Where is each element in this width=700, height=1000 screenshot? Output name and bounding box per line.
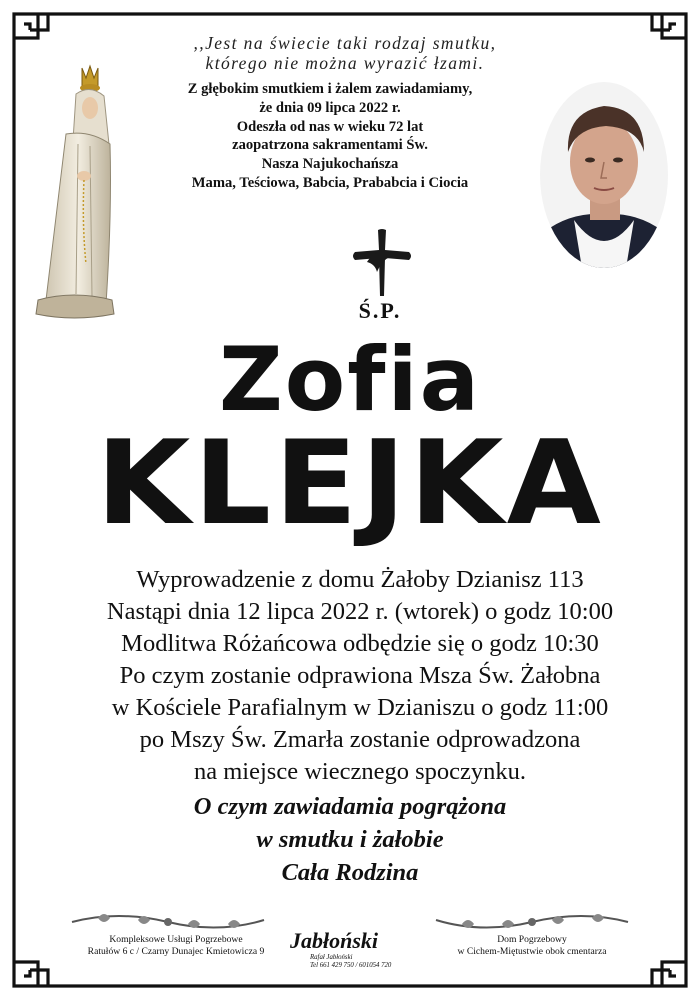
sp-label: Ś.P. [358,298,402,323]
announcement-line: Nasza Najukochańsza [261,156,399,173]
closing-line: w smutku i żałobie [256,826,444,853]
logo-name: Jabłoński [290,928,379,953]
logo-owner: Rafał Jabłoński [310,954,353,961]
madonna-statue-image [26,64,122,320]
footer-left-line-2: Ratułów 6 c / Czarny Dunajec Kmietowicza 9 [87,946,265,957]
deceased-last-name: KLEJKA [95,416,605,551]
announcement-line: Z głębokim smutkiem i żalem zawiadamiamy, [187,81,473,97]
ceremony-details [60,564,660,788]
ceremony-line: Po czym zostanie odprawiona Msza Św. Żałobna [119,662,601,689]
quote-line-2: którego nie można wyrazić łzami. [205,53,485,73]
jablonski-logo [290,928,420,970]
ceremony-line: na miejsce wiecznego spoczynku. [194,758,526,785]
floral-ornament-icon [432,908,632,934]
deceased-portrait-photo [540,82,668,268]
announcement-text [130,80,530,193]
funeral-home-right [432,934,632,958]
cross-icon [347,228,417,298]
announcement-line: że dnia 09 lipca 2022 r. [259,99,401,116]
ceremony-line: po Mszy Św. Zmarła zostanie odprowadzona [139,726,581,753]
footer-right-line-1: Dom Pogrzebowy [497,934,567,945]
logo-phone: Tel 661 429 750 / 601054 720 [310,962,392,969]
footer-left-line-1: Kompleksowe Usługi Pogrzebowe [109,934,243,945]
closing-text [100,790,600,889]
announcement-line: Mama, Teściowa, Babcia, Prababcia i Ciocia [191,174,469,191]
ceremony-line: Modlitwa Różańcowa odbędzie się o godz 10:30 [121,630,599,657]
announcement-line: zaopatrzona sakramentami Św. [232,137,428,154]
ceremony-line: w Kościele Parafialnym w Dzianiszu o godz 11:00 [111,694,609,721]
funeral-services-left [76,934,276,958]
quote-line-1: ,,Jest na świecie taki rodzaj smutku, [193,33,497,53]
ceremony-line: Nastąpi dnia 12 lipca 2022 r. (wtorek) o godz 10:00 [106,598,614,625]
footer-right-line-2: w Cichem-Miętustwie obok cmentarza [457,946,607,957]
announcement-line: Odeszła od nas w wieku 72 lat [236,118,424,135]
ceremony-line: Wyprowadzenie z domu Żałoby Dzianisz 113 [136,566,584,593]
deceased-first-name: Zofia [218,328,482,431]
closing-line: O czym zawiadamia pogrążona [193,793,507,820]
closing-line: Cała Rodzina [281,859,419,886]
floral-ornament-icon [68,908,268,934]
quote [110,33,580,73]
